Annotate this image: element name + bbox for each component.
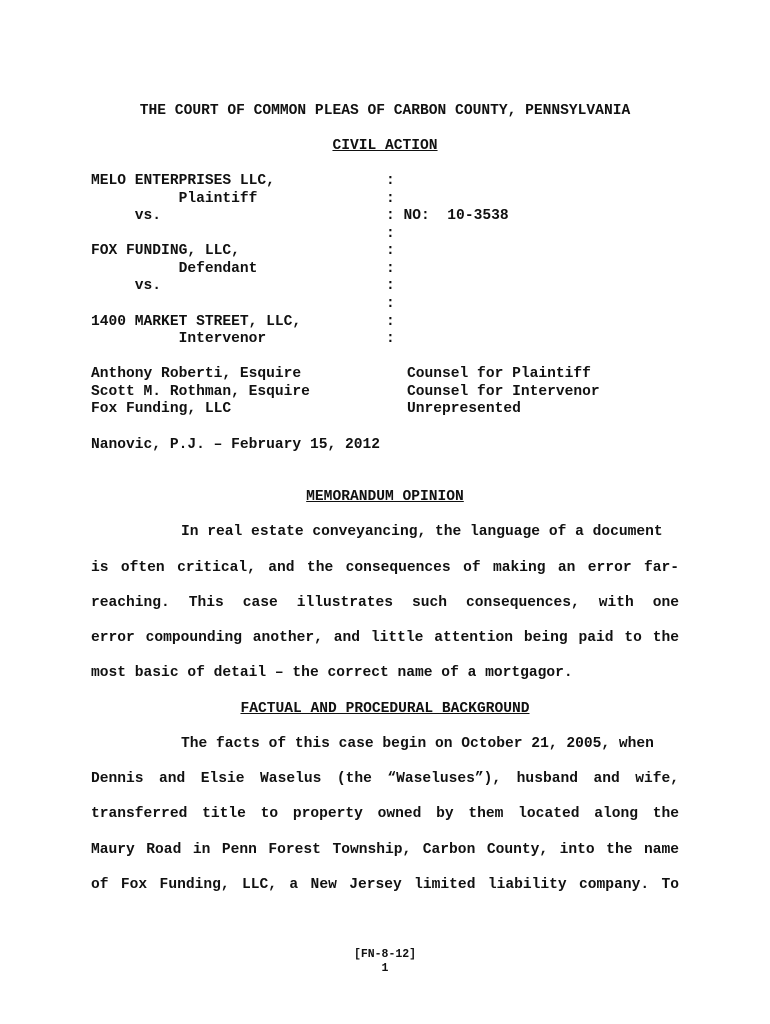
caption-right: : [386,173,395,189]
footer-code: [FN-8-12] [353,948,417,961]
paragraph-line: Dennis and Elsie Waselus (the “Waseluses”), husband and wife, [91,771,679,787]
caption-right: : [386,191,395,207]
counsel-role: Counsel for Plaintiff [407,366,591,382]
paragraph-line: is often critical, and the consequences of making an error far- [91,560,679,576]
paragraph-line: of Fox Funding, LLC, a New Jersey limited liability company. To [91,877,679,893]
caption-right: : [386,296,395,312]
paragraph-line: In real estate conveyancing, the language of a document [181,524,663,540]
paragraph-line: Maury Road in Penn Forest Township, Carbon County, into the name [91,842,679,858]
caption-right: : [386,278,395,294]
paragraph-line: reaching. This case illustrates such consequences, with one [91,595,679,611]
caption-left: FOX FUNDING, LLC, [91,243,240,259]
caption-right: : [386,226,395,242]
caption-left: MELO ENTERPRISES LLC, [91,173,275,189]
caption-left: Intervenor [91,331,267,347]
counsel-role: Counsel for Intervenor [407,384,600,400]
background-heading: FACTUAL AND PROCEDURAL BACKGROUND [240,701,530,717]
caption-right: : [386,331,395,347]
counsel-name: Anthony Roberti, Esquire [91,366,302,382]
caption-left: 1400 MARKET STREET, LLC, [91,314,302,330]
caption-left: Plaintiff [91,191,258,207]
case-number: : NO: 10-3538 [386,208,509,224]
judge-date-line: Nanovic, P.J. – February 15, 2012 [91,437,381,453]
paragraph-line: The facts of this case begin on October 21, 2005, when [181,736,654,752]
paragraph-line: most basic of detail – the correct name of a mortgagor. [91,665,573,681]
counsel-role: Unrepresented [407,401,521,417]
page-number: 1 [381,962,389,975]
caption-left: vs. [91,208,162,224]
paragraph-line: transferred title to property owned by them located along the [91,806,679,822]
court-title: THE COURT OF COMMON PLEAS OF CARBON COUNTY, PENNSYLVANIA [139,103,631,119]
caption-right: : [386,314,395,330]
counsel-name: Fox Funding, LLC [91,401,232,417]
caption-left: Defendant [91,261,258,277]
caption-right: : [386,261,395,277]
memorandum-opinion-heading: MEMORANDUM OPINION [306,489,464,505]
paragraph-line: error compounding another, and little attention being paid to the [91,630,679,646]
caption-right: : [386,243,395,259]
counsel-name: Scott M. Rothman, Esquire [91,384,310,400]
caption-left: vs. [91,278,162,294]
civil-action-heading: CIVIL ACTION [332,138,438,154]
